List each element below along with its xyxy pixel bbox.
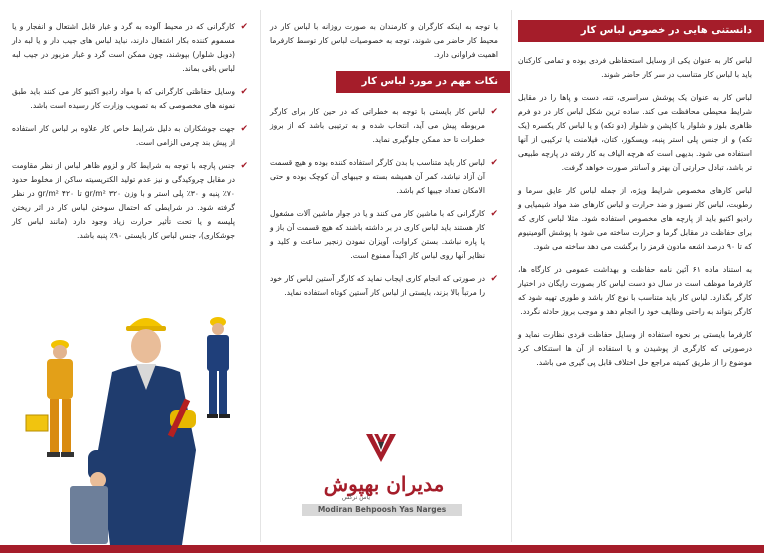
logo-mark-icon <box>356 428 406 476</box>
check-icon: ✔ <box>490 107 498 117</box>
right-paragraph-1: لباس کار به عنوان یکی از وسایل استحفاظی فردی بوده و تمامی کارکنان باید با لباس کار متناسب در سر کار حاضر شوند. <box>518 56 752 79</box>
middle-bullet-2 <box>270 156 498 198</box>
bullet-text: کارگرانی که با ماشین کار می کنند و یا در جوار ماشین آلات مشغول کار هستند باید لباس کاری در بر داشته باشند که هیچ قسمت آن باز و یا پاره نباشد. بستن کراوات، آویزان نمودن زنجیر ساعت و کلید و نظایر آنها روی لباس کار اکیداً ممنوع است. <box>270 209 485 260</box>
left-bullet-4 <box>12 159 248 243</box>
left-bullet-2 <box>12 85 248 113</box>
check-icon: ✔ <box>240 124 248 134</box>
check-icon: ✔ <box>490 209 498 219</box>
right-paragraph-4: به استناد ماده ۶۱ آئین نامه حفاظت و بهداشت عمومی در کارگاه ها، کارفرما موظف است در سال دو دست لباس کار بصورت رایگان در اختیار کارگر بگذارد. لباس کار باید متناسب با نوع کار باشد و طوری تهیه شود که کارگر بتواند به راحتی وظایف خود را انجام دهد و موجب بروز حادثه نگردد. <box>518 265 753 316</box>
left-bullet-3 <box>12 122 248 150</box>
middle-heading: نکات مهم در مورد لباس کار <box>336 71 510 93</box>
bullet-text: جهت جوشکاران به دلیل شرایط خاص کار علاوه بر لباس کار استفاده از پیش بند چرمی الزامی است. <box>12 124 235 147</box>
bullet-text: جنس پارچه با توجه به شرایط کار و لزوم ظاهر لباس از نظر مقاومت در مقابل چروکیدگی و نیز عدم تولید الکتریسیته ساکن از مخلوط حدود ۷۰٪ پنبه و ۳۰٪ پلی استر و با وزن ۳۲۰ gr/m² تا ۴۲۰ gr/m² در نظر گرفته شود. در شرایطی که احتمال سوختن لباس کار در اثر ریختن پلیسه و یا تحت تأثیر حرارت زیاد وجود دارد (مانند لباس کار جوشکاری)، جنس لباس کار بایستی ۹۰٪ پنبه باشد. <box>12 161 235 240</box>
middle-bullet-4 <box>270 272 498 300</box>
column-divider <box>511 10 512 542</box>
bullet-text: لباس کار بایستی با توجه به خطراتی که در حین کار برای کارگر مربوطه پیش می آید، انتخاب شده و به ترتیبی باشد که از بروز خطرات تا حد ممکن جلوگیری نماید. <box>270 107 485 144</box>
right-column <box>512 0 764 553</box>
worker-main-icon <box>70 318 196 545</box>
logo-name-en: Modiran Behpoosh Yas Narges <box>302 504 462 516</box>
middle-bullet-3 <box>270 207 498 263</box>
bullet-text: کارگرانی که در محیط آلوده به گرد و غبار قابل اشتعال و انفجار و یا مسموم کننده بکار اشتغال دارند، نباید لباس های جیب دار و یا لبه دار (دوبل شلوار) بپوشند، چون ممکن است گرد و غبار مزبور در جیب لبه لباس باقی بماند. <box>12 22 235 73</box>
left-bullet-1 <box>12 20 248 76</box>
right-heading: دانستنی هایی در خصوص لباس کار <box>518 20 764 42</box>
check-icon: ✔ <box>240 161 248 171</box>
bullet-text: وسایل حفاظتی کارگرانی که با مواد رادیو اکتیو کار می کنند باید طبق نمونه های مخصوصی که به تصویب وزارت کار رسیده است باشد. <box>12 87 235 110</box>
workers-illustration <box>0 300 258 545</box>
right-paragraph-5: کارفرما بایستی بر نحوه استفاده از وسایل حفاظت فردی نظارت نماید و درصورتی که کارگری از پوشیدن و یا استفاده از آن ها استنکاف کرد موضوع را از طریق کمیته مراجع حل اختلاف قابل پی گیری می باشد. <box>518 330 752 367</box>
middle-bullet-1 <box>270 105 498 147</box>
logo-tagline-fa: یاس نرگس <box>341 494 371 501</box>
column-divider <box>260 10 261 542</box>
check-icon: ✔ <box>490 158 498 168</box>
check-icon: ✔ <box>240 87 248 97</box>
check-icon: ✔ <box>240 22 248 32</box>
right-paragraph-3: لباس کارهای مخصوص شرایط ویژه، از جمله لباس کار عایق سرما و رطوبت، لباس کار نسوز و ضد حرارت و لباس کارهای ضد مواد شیمیایی و رادیو اکتیو باید از پارچه های مخصوص استفاده شود. مثلا لباس کاری که برای حفاظت در مقابل گرما و حرارت ساخته می شود با پوشش آلومینیوم که تا ۹۰ درصد اشعه مادون قرمز را برگشت می دهد ساخته می شود. <box>518 186 752 251</box>
middle-intro: با توجه به اینکه کارگران و کارمندان به صورت روزانه با لباس کار در محیط کار حاضر می شوند، توجه به خصوصیات لباس کار توسط کارفرما اهمیت فراوانی دارد. <box>270 22 498 59</box>
bottom-accent-bar <box>0 545 764 553</box>
worker-blue-icon <box>207 317 230 418</box>
worker-orange-icon <box>26 340 74 457</box>
right-paragraph-2: لباس کار به عنوان یک پوشش سراسری، تنه، دست و پاها را در مقابل شرایط محیطی محافظت می کند. ساده ترین شکل لباس کار در دو فرم ظاهری بلوز و شلوار یا کاپشن و شلوار (دو تکه) و یا لباس کار یکسره (یک تکه) و از جنس پلی استر پنبه، ویسکوز، کتان، فیلامنت یا ترکیبی از آنها استفاده می شود. بدیهی است که هرچه الیاف به کار رفته در پارچه طبیعی تر باشد، تبادل حرارتی آن بهتر و آسانتر صورت خواهد گرفت. <box>518 93 752 172</box>
bullet-text: لباس کار باید متناسب با بدن کارگر استفاده کننده بوده و هیچ قسمت آن آزاد نباشد، کمر آن همیشه بسته و جیبهای آن کوچک بوده و حتی الامکان تعداد جیبها کم باشد. <box>270 158 485 195</box>
bullet-text: در صورتی که انجام کاری ایجاب نماید که کارگر آستین لباس کار خود را مرتباً بالا بزند، بایستی از لباس کار آستین کوتاه استفاده نماید. <box>270 274 485 297</box>
logo-name-fa: مدیران بهپوش <box>323 472 445 496</box>
check-icon: ✔ <box>490 274 498 284</box>
company-logo <box>298 428 468 518</box>
